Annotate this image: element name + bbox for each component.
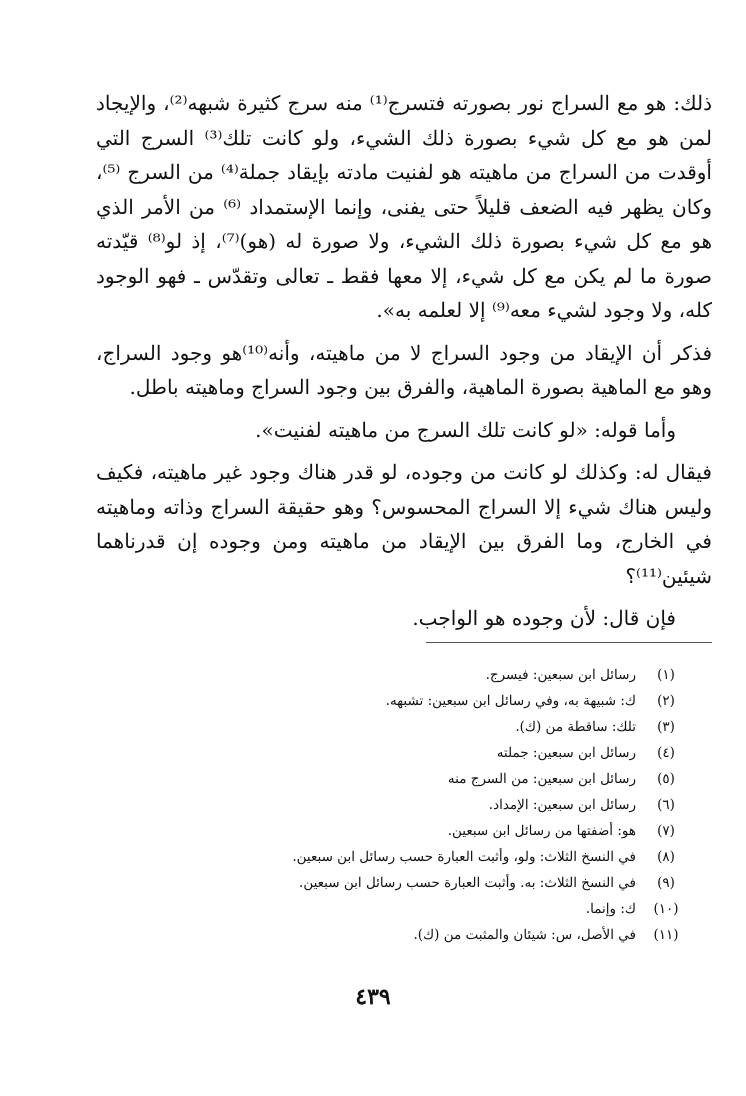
paragraph: وأما قوله: «لو كانت تلك السرج من ماهيته لفنيت». <box>255 417 676 442</box>
footnote-number: (٧) <box>657 823 675 839</box>
paragraph: فإن قال: لأن وجوده هو الواجب. <box>412 606 676 630</box>
footnote-number: (٤) <box>657 745 675 761</box>
main-text <box>96 86 712 636</box>
footnote-text: رسائل ابن سبعين: الإمداد. <box>488 797 636 813</box>
footnote <box>96 844 690 870</box>
footnote-text: رسائل ابن سبعين: فيسرج. <box>485 667 636 683</box>
footnote-text: رسائل ابن سبعين: من السرج منه <box>447 771 636 787</box>
footnote-divider <box>426 642 712 643</box>
footnote <box>96 896 690 922</box>
footnote <box>96 792 690 818</box>
footnote <box>96 662 690 688</box>
footnote <box>96 870 690 896</box>
footnote-text: ك: شبيهة به، وفي رسائل ابن سبعين: تشبهه. <box>385 693 636 709</box>
footnote-text: في النسخ الثلاث: به. وأثبت العبارة حسب رسائل ابن سبعين. <box>299 875 636 891</box>
footnote-number: (١٠) <box>653 901 679 917</box>
footnote-text: هو: أضفتها من رسائل ابن سبعين. <box>447 823 636 839</box>
footnote-text: في الأصل، س: شيئان والمثبت من (ك). <box>413 927 636 943</box>
footnote-number: (٦) <box>657 797 675 813</box>
footnote <box>96 714 690 740</box>
page-number: ٤٣٩ <box>355 984 391 1010</box>
footnote-text: ك: وإنما. <box>585 901 636 917</box>
footnote-number: (١) <box>657 667 675 683</box>
footnotes <box>96 662 690 948</box>
footnote-text: رسائل ابن سبعين: جملته <box>496 745 636 761</box>
footnote-text: في النسخ الثلاث: ولو، وأثبت العبارة حسب رسائل ابن سبعين. <box>292 849 636 865</box>
footnote <box>96 922 690 948</box>
footnote <box>96 818 690 844</box>
footnote <box>96 766 690 792</box>
footnote-number: (٥) <box>657 771 675 787</box>
footnote-number: (٩) <box>657 875 675 891</box>
footnote-number: (٢) <box>657 693 675 709</box>
footnote-number: (١١) <box>653 927 679 943</box>
footnote <box>96 740 690 766</box>
footnote <box>96 688 690 714</box>
footnote-number: (٨) <box>657 849 675 865</box>
footnote-number: (٣) <box>657 719 675 735</box>
paragraph: فذكر أن الإيقاد من وجود السراج لا من ماهيته، وأنه⁽¹⁰⁾هو وجود السراج، وهو مع الماهية بصورة الماهية، والفرق بين وجود السراج وماهيته باطل. <box>96 340 712 399</box>
paragraph: فيقال له: وكذلك لو كانت من وجوده، لو قدر هناك وجود غير ماهيته، فكيف وليس هناك شيء إلا السراج المحسوس؟ وهو حقيقة السراج وذاته وماهيته في الخارج، وما الفرق بين الإيقاد من ماهيته ومن وجوده إن قدرناهما شيئين⁽¹¹⁾؟ <box>96 460 712 588</box>
footnote-text: تلك: ساقطة من (ك). <box>515 719 636 735</box>
paragraph: ذلك: هو مع السراج نور بصورته فتسرج⁽¹⁾ منه سرج كثيرة شبهه⁽²⁾، والإيجاد لمن هو مع كل شيء بصورة ذلك الشيء، ولو كانت تلك⁽³⁾ السرج التي أوقدت من السراج من ماهيته هو لفنيت مادته بإيقاد جملة⁽⁴⁾ من السرج ⁽⁵⁾، وكان يظهر فيه الضعف قليلاً حتى يفنى، وإنما الإستمداد ⁽⁶⁾ من الأمر الذي هو مع كل شيء بصورة ذلك الشيء، ولا صورة له (هو)⁽⁷⁾، إذ لو⁽⁸⁾ قيّدته صورة ما لم يكن مع كل شيء، إلا معها فقط ـ تعالى وتقدّس ـ فهو الوجود كله، ولا وجود لشيء معه⁽⁹⁾ إلا لعلمه به». <box>96 91 713 322</box>
